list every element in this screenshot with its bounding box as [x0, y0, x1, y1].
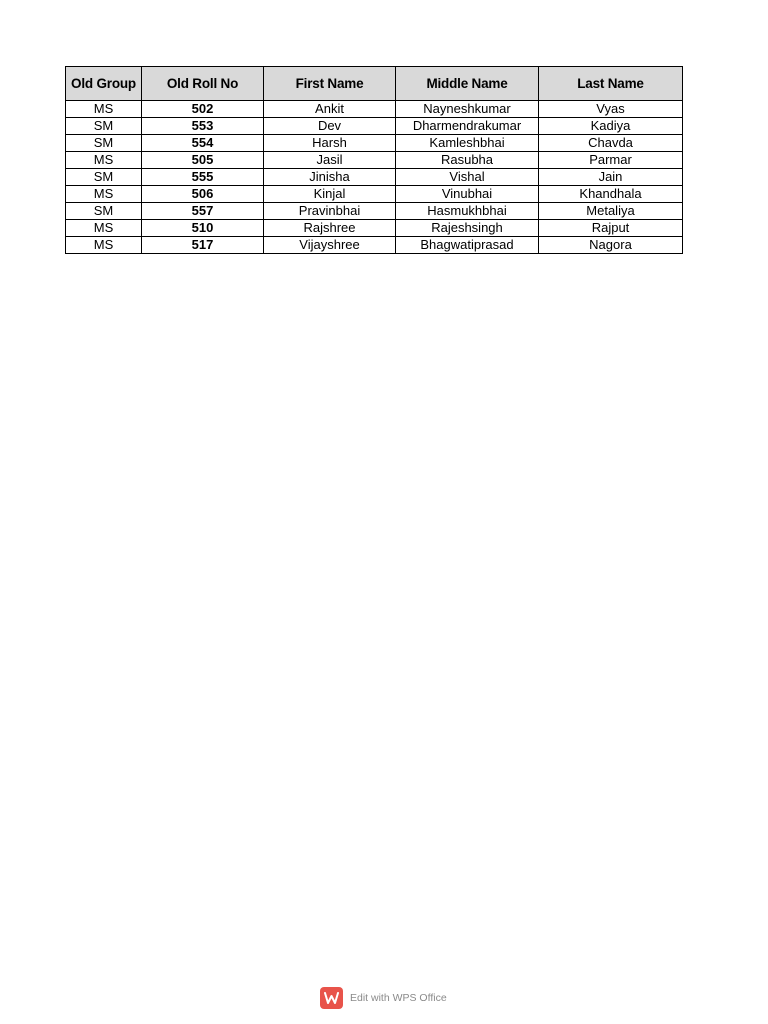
cell-middle-name: Nayneshkumar — [396, 101, 539, 118]
cell-old-roll-no: 510 — [142, 220, 264, 237]
cell-old-group: MS — [66, 152, 142, 169]
cell-old-roll-no: 554 — [142, 135, 264, 152]
cell-middle-name: Vinubhai — [396, 186, 539, 203]
cell-last-name: Metaliya — [539, 203, 683, 220]
table-row — [66, 203, 683, 220]
cell-first-name: Rajshree — [264, 220, 396, 237]
table-row — [66, 152, 683, 169]
header-last-name: Last Name — [539, 67, 683, 101]
cell-old-roll-no: 555 — [142, 169, 264, 186]
table-row — [66, 169, 683, 186]
cell-middle-name: Dharmendrakumar — [396, 118, 539, 135]
cell-old-group: MS — [66, 237, 142, 254]
cell-old-roll-no: 557 — [142, 203, 264, 220]
cell-old-group: MS — [66, 220, 142, 237]
cell-first-name: Jinisha — [264, 169, 396, 186]
cell-old-roll-no: 517 — [142, 237, 264, 254]
header-old-roll-no: Old Roll No — [142, 67, 264, 101]
cell-old-roll-no: 553 — [142, 118, 264, 135]
table-row — [66, 186, 683, 203]
cell-middle-name: Rasubha — [396, 152, 539, 169]
cell-old-group: SM — [66, 135, 142, 152]
header-middle-name: Middle Name — [396, 67, 539, 101]
header-first-name: First Name — [264, 67, 396, 101]
cell-old-group: MS — [66, 186, 142, 203]
student-roster-table — [65, 66, 683, 254]
table-row — [66, 118, 683, 135]
cell-last-name: Vyas — [539, 101, 683, 118]
cell-last-name: Parmar — [539, 152, 683, 169]
table-body — [66, 101, 683, 254]
cell-last-name: Kadiya — [539, 118, 683, 135]
cell-last-name: Rajput — [539, 220, 683, 237]
wps-logo-icon — [320, 987, 343, 1009]
cell-middle-name: Hasmukhbhai — [396, 203, 539, 220]
cell-old-group: SM — [66, 118, 142, 135]
cell-first-name: Ankit — [264, 101, 396, 118]
cell-first-name: Pravinbhai — [264, 203, 396, 220]
cell-last-name: Chavda — [539, 135, 683, 152]
cell-old-group: MS — [66, 101, 142, 118]
cell-middle-name: Kamleshbhai — [396, 135, 539, 152]
header-old-group: Old Group — [66, 67, 142, 101]
cell-old-roll-no: 505 — [142, 152, 264, 169]
cell-middle-name: Vishal — [396, 169, 539, 186]
table-row — [66, 237, 683, 254]
cell-first-name: Harsh — [264, 135, 396, 152]
edit-with-wps-badge[interactable] — [320, 987, 447, 1009]
wps-badge-label: Edit with WPS Office — [350, 992, 447, 1004]
cell-middle-name: Rajeshsingh — [396, 220, 539, 237]
table-header-row — [66, 67, 683, 101]
table-row — [66, 220, 683, 237]
cell-first-name: Dev — [264, 118, 396, 135]
cell-old-group: SM — [66, 169, 142, 186]
cell-first-name: Jasil — [264, 152, 396, 169]
cell-last-name: Nagora — [539, 237, 683, 254]
cell-middle-name: Bhagwatiprasad — [396, 237, 539, 254]
cell-last-name: Jain — [539, 169, 683, 186]
cell-last-name: Khandhala — [539, 186, 683, 203]
table-row — [66, 135, 683, 152]
cell-first-name: Kinjal — [264, 186, 396, 203]
cell-first-name: Vijayshree — [264, 237, 396, 254]
table-row — [66, 101, 683, 118]
cell-old-roll-no: 502 — [142, 101, 264, 118]
cell-old-roll-no: 506 — [142, 186, 264, 203]
cell-old-group: SM — [66, 203, 142, 220]
